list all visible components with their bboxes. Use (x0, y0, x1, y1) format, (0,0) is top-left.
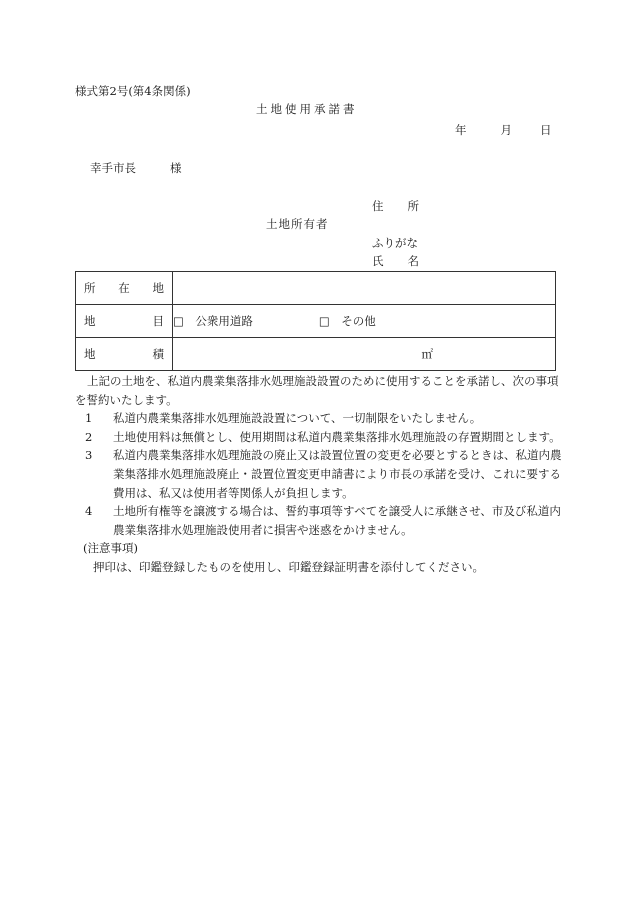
document-title: 土地使用承諾書 (256, 102, 358, 116)
date-line (455, 125, 552, 137)
pledge-item-1: 1 私道内農業集落排水処理施設設置について、一切制限をいたしません。 (85, 411, 482, 426)
pledge-item-4: 4 土地所有権等を譲渡する場合は、誓約事項等すべてを譲受人に承継させ、市及び私道内農業集落排水処理施設使用者に損害や迷惑をかけません。 (85, 504, 561, 537)
form-number: 様式第2号(第4条関係) (75, 84, 191, 98)
land-info-table (75, 271, 556, 371)
addressee-name: 幸手市長 (90, 161, 136, 175)
pledge-text (75, 372, 565, 577)
area-value-cell[interactable] (173, 338, 556, 371)
public-road-option[interactable]: □ 公衆用道路 (173, 314, 253, 328)
category-label-cell: 地 目 (76, 305, 173, 338)
date-day: 日 (540, 123, 552, 137)
pledge-item-2: 2 土地使用料は無償とし、使用期間は私道内農業集落排水処理施設の存置期間とします。 (85, 429, 561, 444)
area-unit: ㎡ (421, 347, 433, 361)
intro-paragraph: 上記の土地を、私道内農業集落排水処理施設設置のために使用することを承諾し、次の事項を誓約いたします。 (75, 374, 559, 407)
owner-name-label: 氏 名 (372, 254, 419, 268)
date-month: 月 (500, 123, 512, 137)
category-options-cell (173, 305, 556, 338)
owner-furigana-label: ふりがな (372, 236, 418, 250)
notes-heading: (注意事項) (83, 541, 138, 556)
location-label-cell: 所 在 地 (76, 272, 173, 305)
owner-address-label: 住 所 (372, 199, 419, 213)
date-year: 年 (455, 123, 467, 137)
location-value-cell[interactable] (173, 272, 556, 305)
addressee-honorific: 様 (170, 161, 182, 175)
area-row (76, 338, 556, 371)
area-label-cell: 地 積 (76, 338, 173, 371)
pledge-item-3: 3 私道内農業集落排水処理施設の廃止又は設置位置の変更を必要とするときは、私道内農業集落排水処理施設廃止・設置位置変更申請書により市長の承諾を受け、これに要する費用は、私又は使用者等関係人が負担します。 (85, 448, 562, 500)
land-owner-label: 土地所有者 (266, 217, 329, 231)
addressee (90, 163, 182, 175)
category-row (76, 305, 556, 338)
location-row (76, 272, 556, 305)
other-option[interactable]: □ その他 (318, 314, 376, 328)
notes-body: 押印は、印鑑登録したものを使用し、印鑑登録証明書を添付してください。 (93, 559, 484, 574)
